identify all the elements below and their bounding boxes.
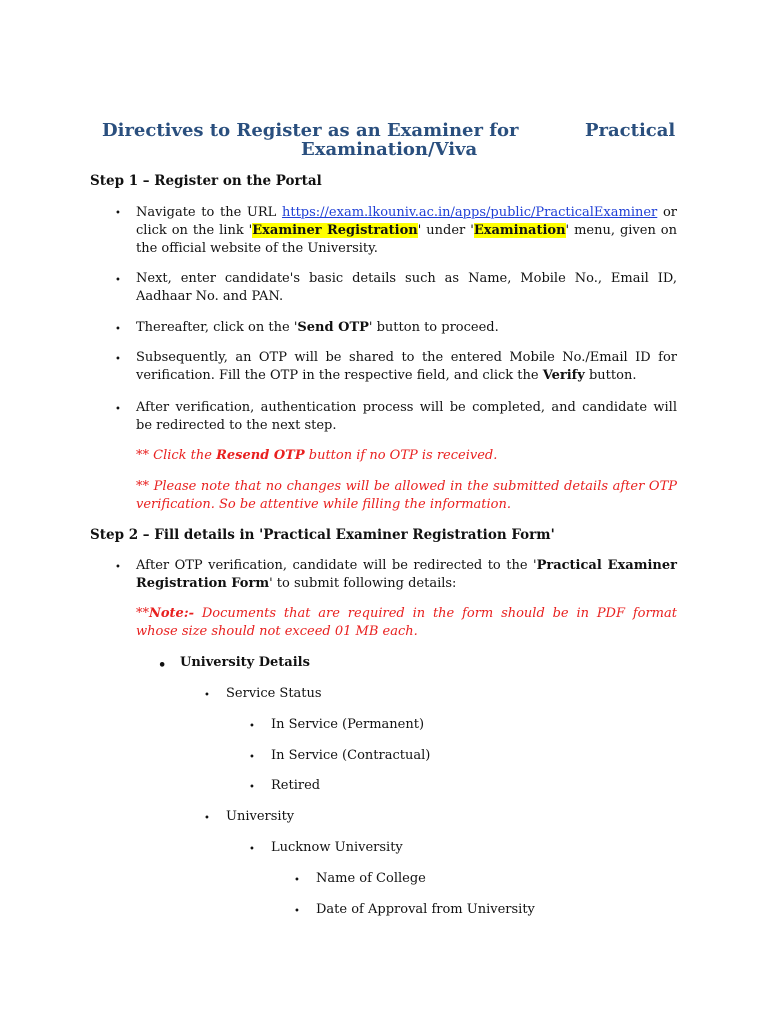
resend-otp-label: Resend OTP	[216, 448, 305, 463]
step1-b1-text-4: ' menu, given on the official website of the University.	[136, 223, 677, 256]
bullet-dot: •	[115, 324, 121, 335]
date-of-approval-item: Date of Approval from University	[316, 902, 535, 917]
step1-b1-text-3: ' under '	[417, 223, 474, 238]
in-service-permanent-item: In Service (Permanent)	[271, 717, 425, 732]
step1-b4-text-1: Subsequently, an OTP will be shared to the entered Mobile No./Email ID for verification. Fill the OTP in the respective field, and click the	[136, 350, 677, 383]
step1-b3-text-1: Thereafter, click on the '	[136, 320, 298, 335]
no-changes-note: ** Please note that no changes will be allowed in the submitted details after OTP verification. So be attentive while filling the information.	[136, 479, 677, 512]
bullet-dot: •	[249, 752, 255, 763]
service-status-item: Service Status	[226, 686, 322, 701]
resend-otp-note	[136, 447, 677, 465]
bullet-dot: •	[249, 721, 255, 732]
send-otp-label: Send OTP	[297, 320, 369, 335]
step1-bullet-3	[136, 319, 677, 337]
examiner-registration-highlight: Examiner Registration	[252, 223, 418, 238]
step1-b1-text-1: Navigate to the URL	[136, 205, 282, 220]
bullet-dot: •	[204, 690, 210, 701]
step1-b1-text-2: or click on the link '	[136, 205, 677, 238]
note-label: Note:-	[149, 606, 195, 621]
bullet-dot: •	[249, 844, 255, 855]
in-service-contractual-item: In Service (Contractual)	[271, 748, 431, 763]
step1-bullet-5: After verification, authentication process will be completed, and candidate will be redirected to the next step.	[136, 400, 677, 433]
step2-bullet-1	[136, 557, 677, 593]
retired-item: Retired	[271, 778, 321, 793]
bullet-dot: •	[115, 404, 121, 415]
lucknow-university-item: Lucknow University	[271, 840, 403, 855]
university-details-heading: University Details	[180, 655, 310, 670]
verify-label: Verify	[542, 368, 585, 383]
title-line-1-left: Directives to Register as an Examiner for	[102, 120, 519, 141]
step1-b3-text-2: ' button to proceed.	[368, 320, 499, 335]
documents-note-text: Documents that are required in the form should be in PDF format whose size should not exceed 01 MB each.	[136, 606, 677, 639]
bullet-dot: •	[115, 275, 121, 286]
documents-note-prefix: **	[136, 606, 149, 621]
step2-heading: Step 2 – Fill details in 'Practical Examiner Registration Form'	[90, 527, 555, 543]
step1-bullet-1	[136, 204, 677, 258]
title-line-1-right: Practical	[585, 120, 676, 141]
bullet-dot: •	[294, 906, 300, 917]
name-of-college-item: Name of College	[316, 871, 426, 886]
step1-bullet-4	[136, 349, 677, 385]
bullet-dot: •	[115, 354, 121, 365]
step1-heading: Step 1 – Register on the Portal	[90, 173, 322, 189]
examination-highlight: Examination	[473, 223, 566, 238]
bullet-dot: •	[115, 208, 121, 219]
registration-form-label: Practical Examiner Registration Form	[136, 558, 677, 591]
bullet-dot: •	[204, 813, 210, 824]
step2-b1-text-2: ' to submit following details:	[269, 576, 457, 591]
step2-b1-text-1: After OTP verification, candidate will be redirected to the '	[136, 558, 537, 573]
note1-text-1: ** Click the	[136, 448, 217, 463]
bullet-dot: •	[158, 658, 167, 673]
university-item: University	[226, 809, 295, 824]
bullet-dot: •	[294, 875, 300, 886]
documents-note	[136, 605, 677, 641]
step1-b4-text-2: button.	[584, 368, 637, 383]
bullet-dot: •	[249, 782, 255, 793]
note1-text-2: button if no OTP is received.	[304, 448, 498, 463]
practical-examiner-url-link[interactable]: https://exam.lkouniv.ac.in/apps/public/PracticalExaminer	[281, 205, 658, 220]
step1-bullet-2: Next, enter candidate's basic details such as Name, Mobile No., Email ID, Aadhaar No. and PAN.	[136, 271, 677, 304]
bullet-dot: •	[115, 562, 121, 573]
title-line-2: Examination/Viva	[301, 139, 478, 160]
